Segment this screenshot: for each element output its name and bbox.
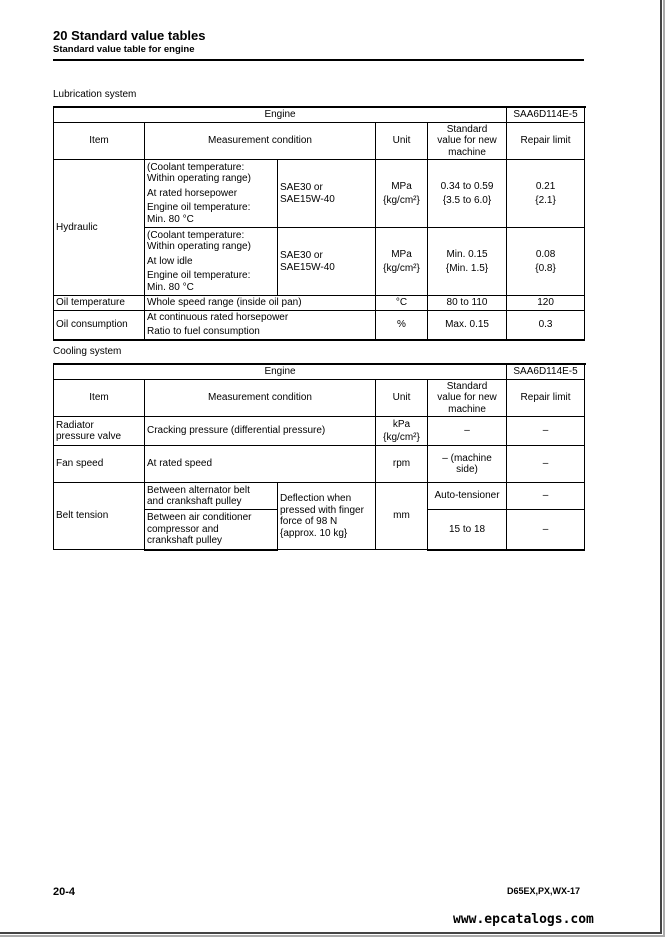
radiator-standard: –: [428, 417, 507, 446]
belt-standard-2: 15 to 18: [428, 510, 507, 550]
page-frame-bottom: [0, 932, 662, 934]
col-unit: Unit: [376, 379, 428, 417]
table-header-row: [54, 379, 585, 417]
hydraulic-repair-1: 0.21 {2.1}: [507, 160, 585, 228]
fan-speed-unit: rpm: [376, 446, 428, 483]
oil-temperature-standard: 80 to 110: [428, 296, 507, 311]
table-row: [54, 296, 585, 311]
hydraulic-condition-2: (Coolant temperature: Within operating range) At low idle Engine oil temperature: Min. 80 °C: [145, 228, 278, 296]
engine-model: SAA6D114E-5: [507, 364, 585, 379]
table-header-row: [54, 122, 585, 160]
oil-consumption-unit: %: [376, 310, 428, 340]
lubrication-table: [53, 106, 585, 341]
belt-standard-1: Auto-tensioner: [428, 483, 507, 510]
hydraulic-standard-2: Min. 0.15 {Min. 1.5}: [428, 228, 507, 296]
oil-consumption-standard: Max. 0.15: [428, 310, 507, 340]
item-oil-consumption: Oil consumption: [54, 310, 145, 340]
item-belt-tension: Belt tension: [54, 483, 145, 550]
belt-unit: mm: [376, 483, 428, 550]
table-row: [54, 483, 585, 510]
engine-label: Engine: [54, 364, 507, 379]
belt-deflection: Deflection when pressed with finger force of 98 N {approx. 10 kg}: [278, 483, 376, 550]
hydraulic-condition-1: (Coolant temperature: Within operating range) At rated horsepower Engine oil temperature: Min. 80 °C: [145, 160, 278, 228]
oil-consumption-repair: 0.3: [507, 310, 585, 340]
page-frame-right: [660, 0, 662, 933]
table-row: [54, 417, 585, 446]
belt-condition-2: Between air conditioner compressor and crankshaft pulley: [145, 510, 278, 550]
oil-temperature-condition: Whole speed range (inside oil pan): [145, 296, 376, 311]
col-standard: Standard value for new machine: [428, 379, 507, 417]
radiator-repair: –: [507, 417, 585, 446]
engine-label: Engine: [54, 107, 507, 122]
table-row: [54, 446, 585, 483]
radiator-unit: kPa {kg/cm²}: [376, 417, 428, 446]
watermark-link[interactable]: www.epcatalogs.com: [453, 912, 594, 927]
table-row: [54, 364, 585, 379]
col-item: Item: [54, 379, 145, 417]
page-subtitle: Standard value table for engine: [53, 44, 195, 55]
radiator-condition: Cracking pressure (differential pressure): [145, 417, 376, 446]
cooling-table: [53, 363, 585, 551]
item-fan-speed: Fan speed: [54, 446, 145, 483]
oil-temperature-unit: °C: [376, 296, 428, 311]
fan-speed-standard: – (machine side): [428, 446, 507, 483]
belt-condition-1: Between alternator belt and crankshaft pulley: [145, 483, 278, 510]
engine-model: SAA6D114E-5: [507, 107, 585, 122]
oil-consumption-condition: At continuous rated horsepower Ratio to fuel consumption: [145, 310, 376, 340]
cooling-section-title: Cooling system: [53, 346, 122, 357]
item-oil-temperature: Oil temperature: [54, 296, 145, 311]
col-repair: Repair limit: [507, 379, 585, 417]
col-repair: Repair limit: [507, 122, 585, 160]
oil-temperature-repair: 120: [507, 296, 585, 311]
page-number: 20-4: [53, 886, 76, 898]
table-row: [54, 310, 585, 340]
item-hydraulic: Hydraulic: [54, 160, 145, 296]
col-unit: Unit: [376, 122, 428, 160]
col-item: Item: [54, 122, 145, 160]
belt-repair-1: –: [507, 483, 585, 510]
hydraulic-oil-2: SAE30 or SAE15W-40: [278, 228, 376, 296]
belt-repair-2: –: [507, 510, 585, 550]
table-row: [54, 107, 585, 122]
header-rule: [53, 59, 584, 61]
hydraulic-repair-2: 0.08 {0.8}: [507, 228, 585, 296]
fan-speed-condition: At rated speed: [145, 446, 376, 483]
lubrication-section-title: Lubrication system: [53, 89, 137, 100]
hydraulic-unit-2: MPa {kg/cm²}: [376, 228, 428, 296]
col-condition: Measurement condition: [145, 379, 376, 417]
item-radiator: Radiator pressure valve: [54, 417, 145, 446]
hydraulic-unit-1: MPa {kg/cm²}: [376, 160, 428, 228]
table-row: [54, 160, 585, 228]
model-label: D65EX,PX,WX-17: [507, 886, 581, 896]
fan-speed-repair: –: [507, 446, 585, 483]
col-condition: Measurement condition: [145, 122, 376, 160]
page-title: 20 Standard value tables: [53, 28, 206, 43]
hydraulic-oil-1: SAE30 or SAE15W-40: [278, 160, 376, 228]
hydraulic-standard-1: 0.34 to 0.59 {3.5 to 6.0}: [428, 160, 507, 228]
col-standard: Standard value for new machine: [428, 122, 507, 160]
